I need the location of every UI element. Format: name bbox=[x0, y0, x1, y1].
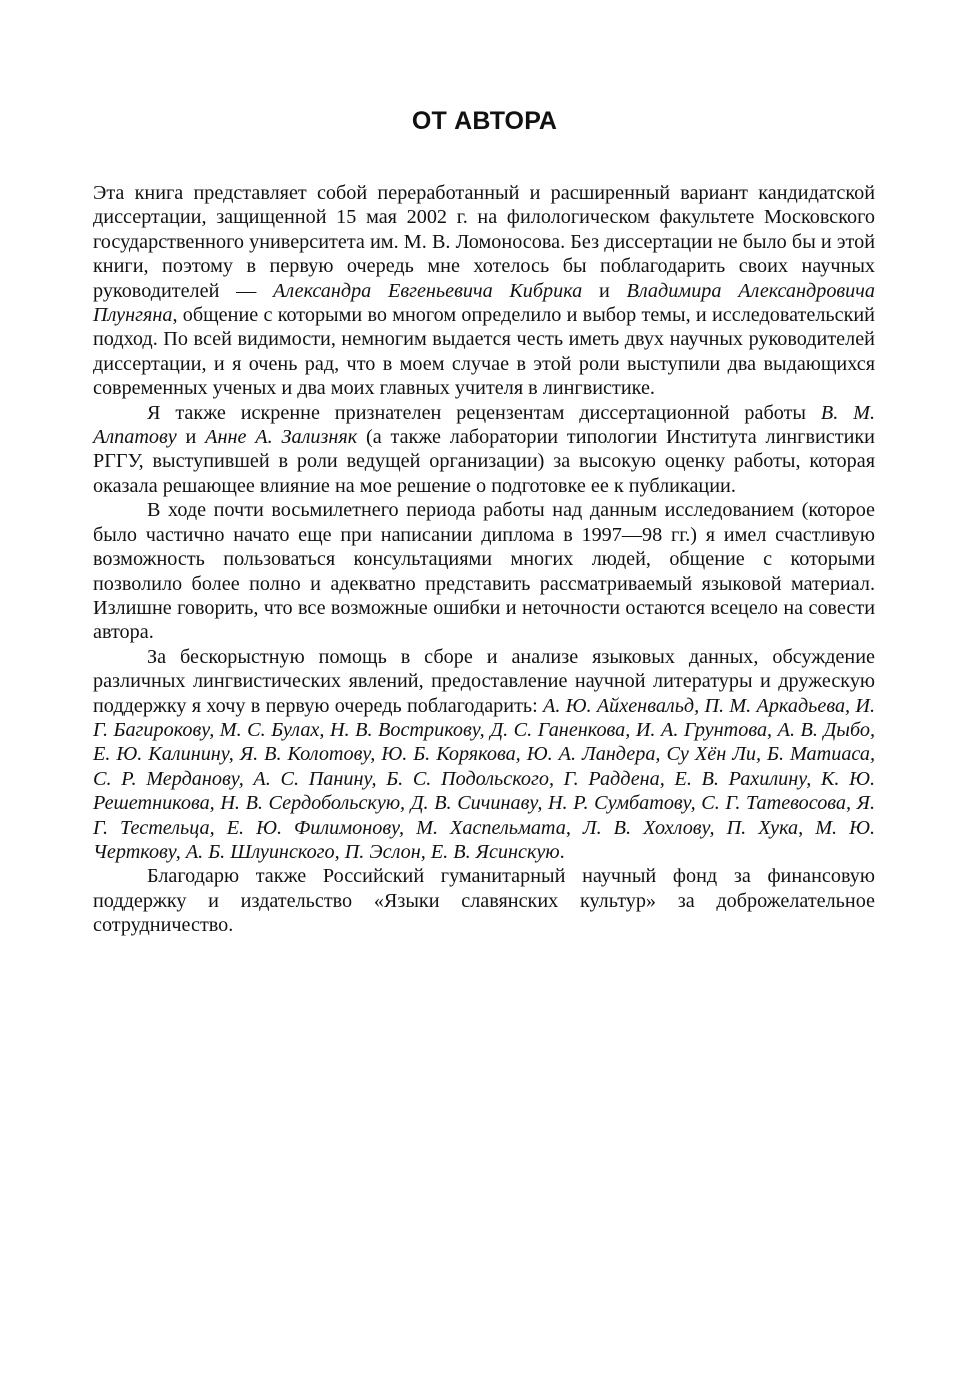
paragraph-5 bbox=[93, 864, 875, 937]
text-run: В ходе почти восьмилетнего периода работы над данным исследованием (которое было частично начато еще при написании диплома в 1997—98 гг.) я имел счастливую возможность пользоваться консультациями многих людей, общение с которыми позволило более полно и адекватно представить рассматриваемый языковой материал. Излишне говорить, что все возможные ошибки и неточности остаются всецело на совести автора. bbox=[93, 499, 875, 644]
paragraph-3 bbox=[93, 498, 875, 644]
text-run: . bbox=[559, 840, 565, 863]
italic-name: В. М. Алпатову bbox=[93, 401, 875, 449]
body-text bbox=[93, 181, 875, 938]
page-title: ОТ АВТОРА bbox=[411, 107, 558, 135]
text-run: Я также искренне признателен рецензентам диссертационной работы bbox=[147, 401, 821, 424]
text-run: , общение с которыми во многом определило и выбор темы, и исследовательский подход. По всей видимости, немногим выдается честь иметь двух научных руководителей диссертации, и я очень рад, что в моем случае в этой роли выступили два выдающихся современных ученых и два моих главных учителя в лингвистике. bbox=[93, 304, 875, 400]
italic-name: Владимира Александровича Плунгяна bbox=[93, 279, 875, 327]
text-run: и bbox=[176, 426, 206, 449]
italic-name-list: А. Ю. Айхенвальд, П. М. Аркадьева, И. Г. Багирокову, М. С. Булах, Н. В. Вострикову, Д. С. Ганенкова, И. А. Грунтова, А. В. Дыбо, Е. Ю. Калинину, Я. В. Колотову, Ю. Б. Корякова, Ю. А. Ландера, Су Хён Ли, Б. Матиаса, С. Р. Мерданову, А. С. Панину, Б. С. Подольского, Г. Раддена, Е. В. Рахилину, К. Ю. Решетникова, Н. В. Сердобольскую, Д. В. Сичинаву, Н. Р. Сумбатову, С. Г. Татевосова, Я. Г. Тестельца, Е. Ю. Филимонову, М. Хаспельмата, Л. В. Хохлову, П. Хука, М. Ю. Черткову, А. Б. Шлуинского, П. Эслон, Е. В. Ясинскую bbox=[93, 694, 875, 863]
italic-name: Анне А. Зализняк bbox=[205, 426, 358, 449]
text-run: За бескорыстную помощь в сборе и анализе языковых данных, обсуждение различных лингвистических явлений, предоставление научной литературы и дружескую поддержку я хочу в первую очередь поблагодарить: bbox=[93, 645, 875, 717]
text-run: Эта книга представляет собой переработанный и расширенный вариант кандидатской диссертации, защищенной 15 мая 2002 г. на филологическом факультете Московского государственного университета им. М. В. Ломоносова. Без диссертации не было бы и этой книги, поэтому в первую очередь мне хотелось бы поблагодарить своих научных руководителей — bbox=[93, 182, 875, 302]
italic-name: Александра Евгеньевича Кибрика bbox=[273, 279, 583, 302]
text-run: и bbox=[582, 279, 627, 302]
paragraph-2 bbox=[93, 401, 875, 499]
paragraph-4 bbox=[93, 645, 875, 865]
text-run: (а также лаборатории типологии Института лингвистики РГГУ, выступившей в роли ведущей организации) за высокую оценку работы, которая оказала решающее влияние на мое решение о подготовке ее к публикации. bbox=[93, 426, 875, 497]
paragraph-1 bbox=[93, 181, 875, 401]
text-run: Благодарю также Российский гуманитарный научный фонд за финансовую поддержку и издательство «Языки славянских культур» за доброжелательное сотрудничество. bbox=[93, 865, 875, 937]
